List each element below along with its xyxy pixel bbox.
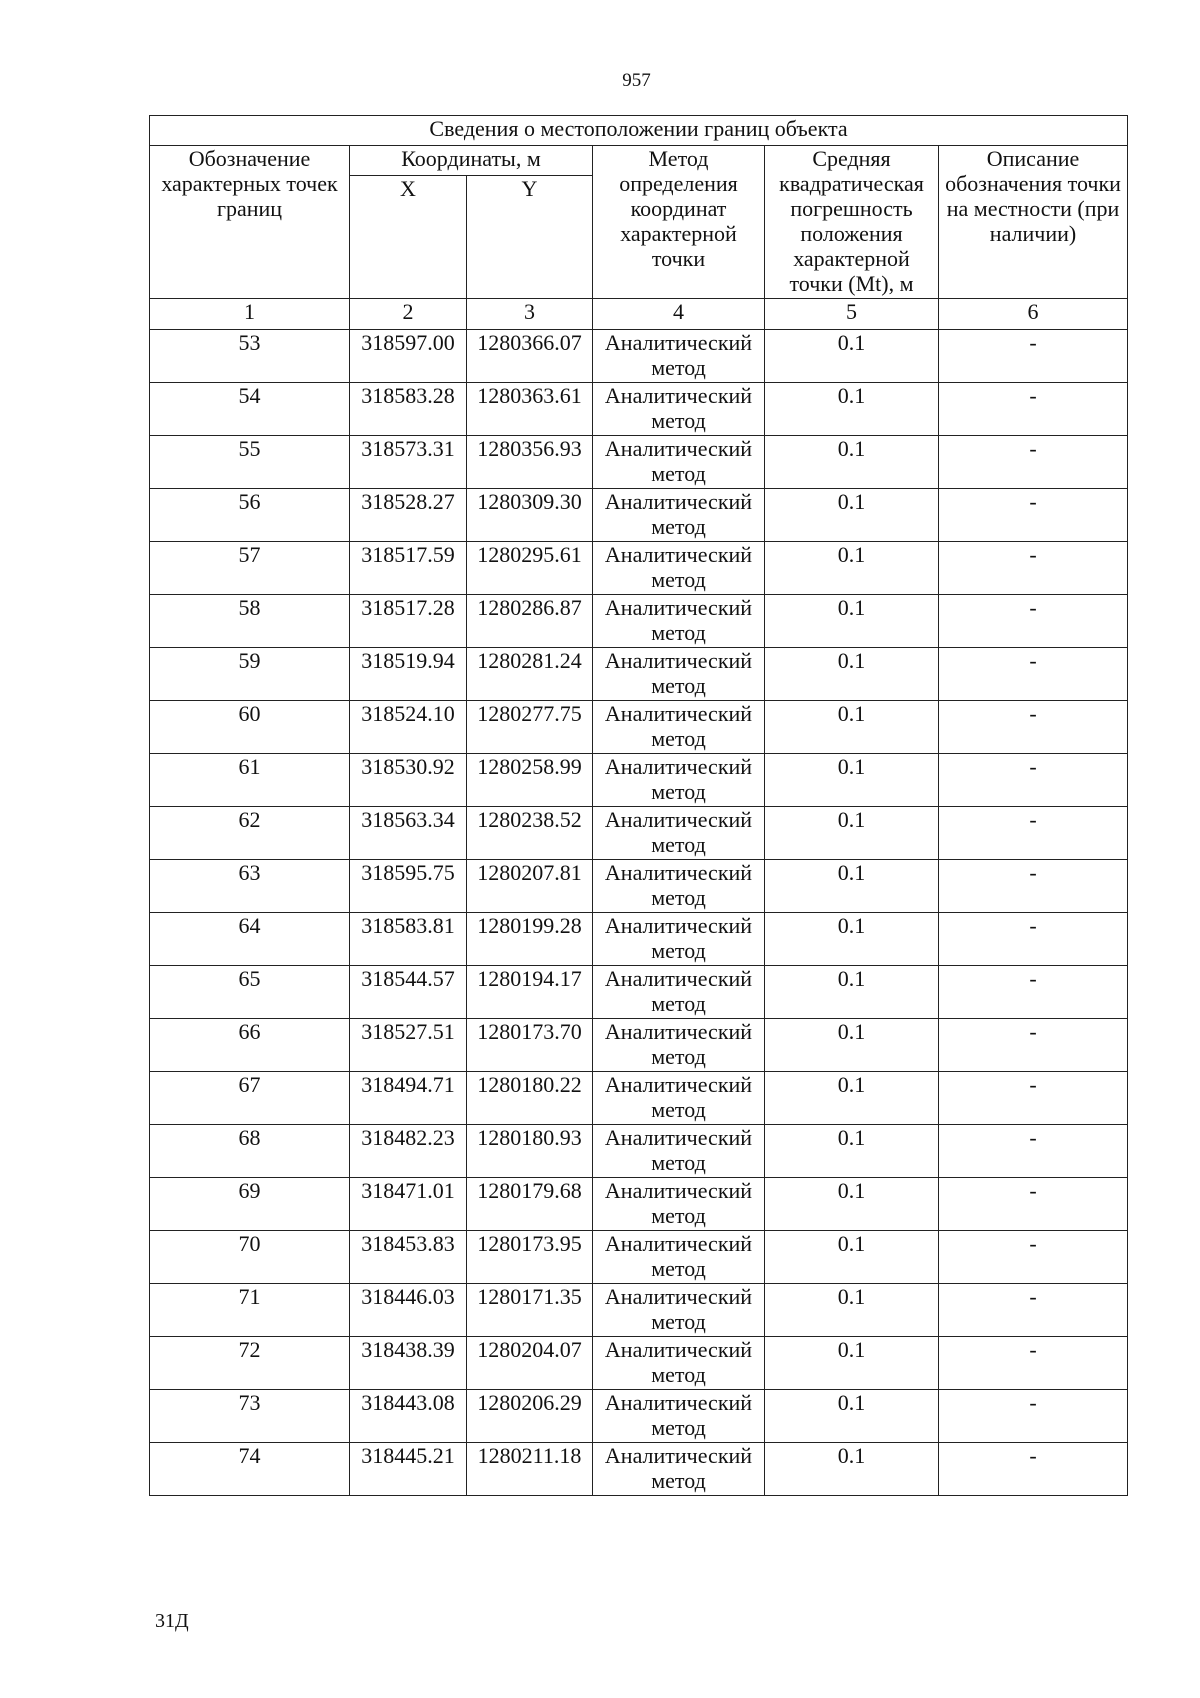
cell-point: 58 <box>150 595 350 648</box>
cell-point: 55 <box>150 436 350 489</box>
boundary-coordinates-table <box>149 115 1128 1496</box>
cell-description: - <box>939 754 1128 807</box>
cell-point: 70 <box>150 1231 350 1284</box>
table-row <box>150 1125 1128 1178</box>
cell-point: 73 <box>150 1390 350 1443</box>
cell-method: Аналитический метод <box>593 1178 765 1231</box>
cell-y: 1280309.30 <box>467 489 593 542</box>
cell-x: 318445.21 <box>350 1443 467 1496</box>
cell-error: 0.1 <box>765 330 939 383</box>
cell-point: 59 <box>150 648 350 701</box>
cell-error: 0.1 <box>765 1231 939 1284</box>
cell-point: 72 <box>150 1337 350 1390</box>
cell-error: 0.1 <box>765 436 939 489</box>
column-number: 4 <box>593 299 765 330</box>
cell-method: Аналитический метод <box>593 754 765 807</box>
cell-method: Аналитический метод <box>593 648 765 701</box>
cell-y: 1280194.17 <box>467 966 593 1019</box>
cell-x: 318453.83 <box>350 1231 467 1284</box>
cell-x: 318595.75 <box>350 860 467 913</box>
cell-y: 1280277.75 <box>467 701 593 754</box>
column-number: 2 <box>350 299 467 330</box>
cell-y: 1280356.93 <box>467 436 593 489</box>
table-row <box>150 1072 1128 1125</box>
cell-description: - <box>939 383 1128 436</box>
cell-y: 1280366.07 <box>467 330 593 383</box>
cell-point: 60 <box>150 701 350 754</box>
cell-error: 0.1 <box>765 383 939 436</box>
table-row <box>150 542 1128 595</box>
column-number: 1 <box>150 299 350 330</box>
cell-method: Аналитический метод <box>593 807 765 860</box>
cell-method: Аналитический метод <box>593 542 765 595</box>
table-row <box>150 1443 1128 1496</box>
cell-x: 318517.28 <box>350 595 467 648</box>
cell-y: 1280199.28 <box>467 913 593 966</box>
cell-error: 0.1 <box>765 489 939 542</box>
cell-point: 71 <box>150 1284 350 1337</box>
cell-point: 54 <box>150 383 350 436</box>
cell-point: 56 <box>150 489 350 542</box>
cell-x: 318583.28 <box>350 383 467 436</box>
cell-description: - <box>939 595 1128 648</box>
table-row <box>150 1337 1128 1390</box>
cell-y: 1280281.24 <box>467 648 593 701</box>
cell-description: - <box>939 1284 1128 1337</box>
cell-point: 61 <box>150 754 350 807</box>
table-row <box>150 1178 1128 1231</box>
header-point: Обозначение характерных точек границ <box>150 146 350 299</box>
cell-method: Аналитический метод <box>593 1337 765 1390</box>
table-row <box>150 807 1128 860</box>
cell-method: Аналитический метод <box>593 330 765 383</box>
cell-point: 53 <box>150 330 350 383</box>
cell-description: - <box>939 1231 1128 1284</box>
cell-description: - <box>939 542 1128 595</box>
table-row <box>150 595 1128 648</box>
table-row <box>150 330 1128 383</box>
cell-method: Аналитический метод <box>593 860 765 913</box>
cell-error: 0.1 <box>765 1284 939 1337</box>
cell-point: 65 <box>150 966 350 1019</box>
cell-x: 318524.10 <box>350 701 467 754</box>
table-row <box>150 383 1128 436</box>
cell-description: - <box>939 1125 1128 1178</box>
cell-description: - <box>939 913 1128 966</box>
cell-x: 318446.03 <box>350 1284 467 1337</box>
column-number: 3 <box>467 299 593 330</box>
cell-x: 318528.27 <box>350 489 467 542</box>
cell-error: 0.1 <box>765 648 939 701</box>
cell-y: 1280295.61 <box>467 542 593 595</box>
cell-method: Аналитический метод <box>593 383 765 436</box>
cell-x: 318517.59 <box>350 542 467 595</box>
column-number-row <box>150 299 1128 330</box>
header-description: Описание обозначения точки на местности (при наличии) <box>939 146 1128 299</box>
header-y: Y <box>467 176 593 299</box>
cell-method: Аналитический метод <box>593 1072 765 1125</box>
cell-point: 69 <box>150 1178 350 1231</box>
cell-method: Аналитический метод <box>593 436 765 489</box>
cell-method: Аналитический метод <box>593 1390 765 1443</box>
cell-method: Аналитический метод <box>593 1284 765 1337</box>
table-row <box>150 1019 1128 1072</box>
table-row <box>150 860 1128 913</box>
cell-y: 1280211.18 <box>467 1443 593 1496</box>
cell-description: - <box>939 701 1128 754</box>
cell-y: 1280179.68 <box>467 1178 593 1231</box>
cell-error: 0.1 <box>765 595 939 648</box>
table-title-row <box>150 116 1128 146</box>
cell-error: 0.1 <box>765 1443 939 1496</box>
cell-description: - <box>939 648 1128 701</box>
table-row <box>150 1284 1128 1337</box>
cell-method: Аналитический метод <box>593 595 765 648</box>
cell-description: - <box>939 966 1128 1019</box>
cell-x: 318583.81 <box>350 913 467 966</box>
cell-x: 318482.23 <box>350 1125 467 1178</box>
cell-x: 318597.00 <box>350 330 467 383</box>
cell-x: 318563.34 <box>350 807 467 860</box>
cell-description: - <box>939 489 1128 542</box>
cell-y: 1280173.95 <box>467 1231 593 1284</box>
table-title: Сведения о местоположении границ объекта <box>150 116 1128 146</box>
cell-error: 0.1 <box>765 1390 939 1443</box>
cell-x: 318527.51 <box>350 1019 467 1072</box>
table-row <box>150 701 1128 754</box>
cell-y: 1280238.52 <box>467 807 593 860</box>
column-number: 6 <box>939 299 1128 330</box>
cell-error: 0.1 <box>765 1125 939 1178</box>
cell-description: - <box>939 436 1128 489</box>
cell-error: 0.1 <box>765 542 939 595</box>
cell-description: - <box>939 1390 1128 1443</box>
cell-method: Аналитический метод <box>593 1125 765 1178</box>
cell-error: 0.1 <box>765 754 939 807</box>
cell-method: Аналитический метод <box>593 966 765 1019</box>
cell-point: 57 <box>150 542 350 595</box>
page-number: 957 <box>622 70 651 91</box>
cell-description: - <box>939 1178 1128 1231</box>
header-method: Метод определения координат характерной точки <box>593 146 765 299</box>
cell-point: 62 <box>150 807 350 860</box>
cell-x: 318530.92 <box>350 754 467 807</box>
table-row <box>150 1390 1128 1443</box>
cell-y: 1280207.81 <box>467 860 593 913</box>
cell-x: 318443.08 <box>350 1390 467 1443</box>
cell-error: 0.1 <box>765 913 939 966</box>
cell-y: 1280171.35 <box>467 1284 593 1337</box>
cell-y: 1280180.93 <box>467 1125 593 1178</box>
cell-method: Аналитический метод <box>593 1443 765 1496</box>
cell-error: 0.1 <box>765 1178 939 1231</box>
header-row <box>150 146 1128 176</box>
cell-error: 0.1 <box>765 701 939 754</box>
cell-y: 1280180.22 <box>467 1072 593 1125</box>
cell-y: 1280173.70 <box>467 1019 593 1072</box>
column-number: 5 <box>765 299 939 330</box>
cell-point: 63 <box>150 860 350 913</box>
cell-x: 318471.01 <box>350 1178 467 1231</box>
cell-x: 318544.57 <box>350 966 467 1019</box>
header-coordinates: Координаты, м <box>350 146 593 176</box>
cell-method: Аналитический метод <box>593 489 765 542</box>
cell-method: Аналитический метод <box>593 913 765 966</box>
cell-error: 0.1 <box>765 1337 939 1390</box>
table-row <box>150 913 1128 966</box>
cell-point: 67 <box>150 1072 350 1125</box>
cell-error: 0.1 <box>765 807 939 860</box>
table-row <box>150 436 1128 489</box>
cell-description: - <box>939 1443 1128 1496</box>
cell-x: 318573.31 <box>350 436 467 489</box>
cell-description: - <box>939 1072 1128 1125</box>
header-x: X <box>350 176 467 299</box>
cell-y: 1280363.61 <box>467 383 593 436</box>
cell-x: 318519.94 <box>350 648 467 701</box>
cell-point: 64 <box>150 913 350 966</box>
cell-description: - <box>939 860 1128 913</box>
table-row <box>150 1231 1128 1284</box>
cell-description: - <box>939 807 1128 860</box>
cell-point: 66 <box>150 1019 350 1072</box>
cell-description: - <box>939 1019 1128 1072</box>
table-row <box>150 754 1128 807</box>
cell-y: 1280258.99 <box>467 754 593 807</box>
cell-y: 1280286.87 <box>467 595 593 648</box>
table-row <box>150 489 1128 542</box>
cell-error: 0.1 <box>765 860 939 913</box>
cell-method: Аналитический метод <box>593 1231 765 1284</box>
cell-error: 0.1 <box>765 1072 939 1125</box>
cell-description: - <box>939 330 1128 383</box>
cell-description: - <box>939 1337 1128 1390</box>
cell-error: 0.1 <box>765 1019 939 1072</box>
footer-code: 31Д <box>155 1610 189 1632</box>
cell-y: 1280204.07 <box>467 1337 593 1390</box>
cell-x: 318438.39 <box>350 1337 467 1390</box>
table-row <box>150 966 1128 1019</box>
cell-method: Аналитический метод <box>593 1019 765 1072</box>
cell-y: 1280206.29 <box>467 1390 593 1443</box>
header-error: Средняя квадратическая погрешность положения характерной точки (Mt), м <box>765 146 939 299</box>
cell-point: 68 <box>150 1125 350 1178</box>
table-row <box>150 648 1128 701</box>
cell-point: 74 <box>150 1443 350 1496</box>
cell-method: Аналитический метод <box>593 701 765 754</box>
cell-x: 318494.71 <box>350 1072 467 1125</box>
cell-error: 0.1 <box>765 966 939 1019</box>
